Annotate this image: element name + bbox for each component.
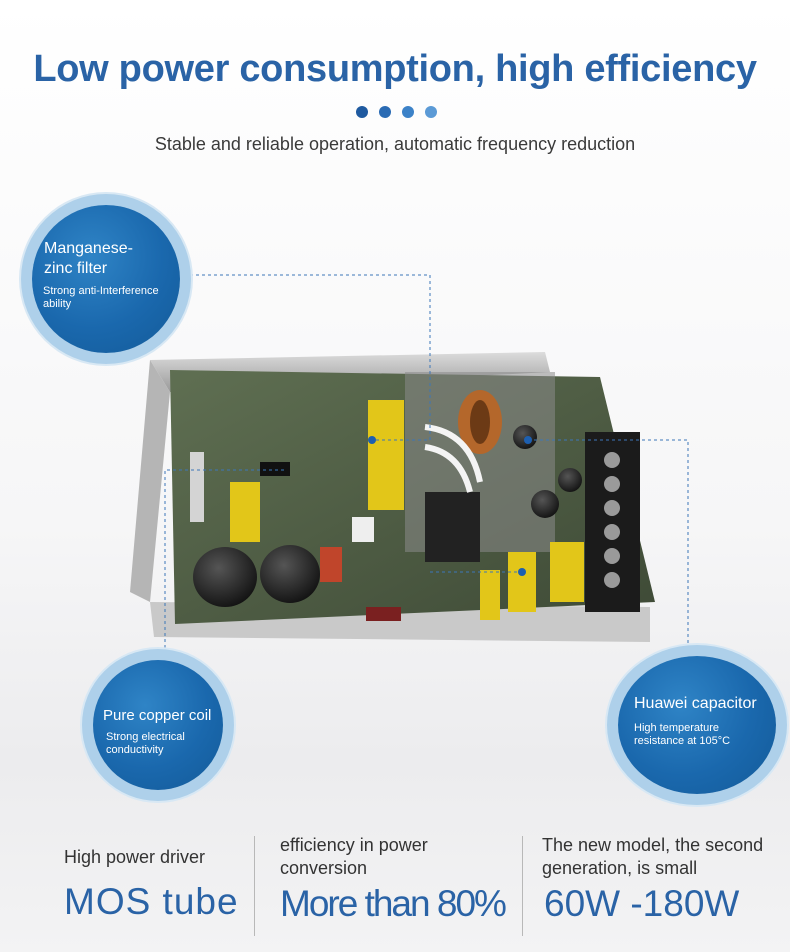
capacitor-callout-title: Huawei capacitor (634, 695, 757, 712)
dot-1 (356, 106, 368, 118)
transformer (368, 400, 404, 510)
stat-divider-1 (254, 836, 255, 936)
capacitor-callout (618, 656, 776, 794)
stat-efficiency (280, 834, 515, 924)
stat-divider-2 (522, 836, 523, 936)
page-subtitle: Stable and reliable operation, automatic frequency reduction (154, 134, 636, 154)
capacitor-callout-text: High temperature resistance at 105°C (634, 722, 731, 747)
capacitor-1 (193, 547, 257, 607)
coil-callout-text: Strong electrical conductivity (106, 731, 185, 756)
stat-model-label: The new model, the second generation, is small (542, 835, 764, 878)
filter-callout-title: Manganese-zinc filter (44, 240, 133, 277)
stat-driver-label: High power driver (64, 847, 206, 867)
stat-model (542, 834, 782, 924)
coil-callout-title: Pure copper coil (103, 707, 212, 724)
capacitor-2 (260, 545, 320, 603)
dot-3 (402, 106, 414, 118)
filter-callout (32, 205, 180, 353)
stat-model-value: 60W -180W (544, 883, 740, 924)
page-title: Low power consumption, high efficiency (33, 48, 757, 90)
decorative-dots (356, 106, 437, 118)
dot-4 (425, 106, 437, 118)
stat-efficiency-label: efficiency in power conversion (280, 835, 428, 878)
stat-efficiency-value: More than 80% (280, 883, 505, 924)
coil-callout (93, 660, 223, 790)
stat-driver-value: MOS tube (64, 881, 239, 922)
stat-driver (64, 846, 249, 922)
case-left (130, 360, 170, 602)
dot-2 (379, 106, 391, 118)
power-supply-image (130, 352, 670, 652)
heatsink-fin (425, 492, 480, 562)
filter-callout-text: Strong anti-Interference ability (43, 285, 159, 310)
